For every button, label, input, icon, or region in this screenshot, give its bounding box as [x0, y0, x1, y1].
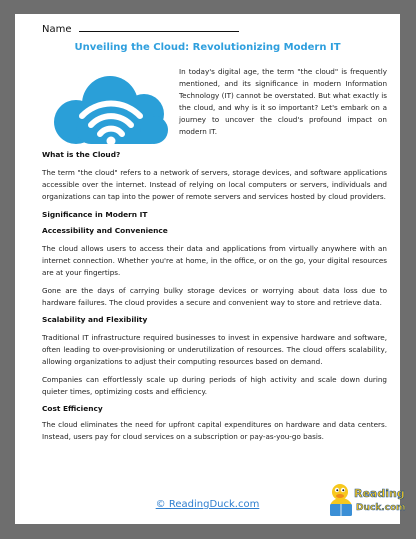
section-heading-accessibility: Accessibility and Convenience: [42, 226, 168, 235]
name-label: Name: [42, 24, 72, 35]
worksheet-page: [15, 14, 406, 524]
section-heading-significance: Significance in Modern IT: [42, 210, 148, 219]
wifi-cloud-icon: [44, 66, 180, 158]
worksheet-title: Unveiling the Cloud: Revolutionizing Modern IT: [74, 42, 341, 53]
section-heading-cost: Cost Efficiency: [42, 404, 103, 413]
paragraph-scalability-1: Traditional IT infrastructure required businesses to invest in expensive hardware and software, often leading to over-provisioning or underutilization of resources. The cloud offers scalability, allowing organizations to adjust their computing resources based on demand.: [42, 333, 387, 366]
logo-text-duck: Duck.com: [356, 503, 406, 513]
intro-paragraph: In today's digital age, the term "the cloud" is frequently mentioned, and its significance in modern Information Technology (IT) cannot be overstated. But what exactly is the cloud, and why is it so important? Let's embark on a journey to uncover the cloud's profound impact on modern IT.: [179, 67, 387, 136]
article-body: [42, 149, 387, 443]
section-heading-scalability: Scalability and Flexibility: [42, 315, 148, 324]
paragraph-scalability-2: Companies can effortlessly scale up during periods of high activity and scale down during quieter times, optimizing costs and efficiency.: [42, 375, 387, 396]
name-blank-line: [79, 22, 239, 32]
logo-text-reading: Reading: [354, 487, 405, 500]
duck-mascot-icon: [327, 477, 406, 519]
name-field-row: [42, 22, 239, 35]
footer-copyright-link[interactable]: © ReadingDuck.com: [155, 499, 260, 510]
paragraph-accessibility-2: Gone are the days of carrying bulky storage devices or worrying about data loss due to hardware failures. The cloud provides a secure and convenient way to store and retrieve data.: [42, 286, 387, 307]
paragraph-cost: The cloud eliminates the need for upfront capital expenditures on hardware and data centers. Instead, users pay for cloud services on a subscription or pay-as-you-go basis.: [42, 420, 387, 441]
paragraph-accessibility-1: The cloud allows users to access their data and applications from virtually anywhere with an internet connection. Whether you're at home, in the office, or on the go, your digital resources are at your fingertips.: [42, 244, 387, 277]
section-heading-what: What is the Cloud?: [42, 150, 121, 159]
paragraph-what: The term "the cloud" refers to a network of servers, storage devices, and software applications accessible over the internet. Instead of relying on local computers or servers, individuals and organizations can tap into the power of remote servers and services hosted by cloud providers.: [42, 168, 387, 201]
